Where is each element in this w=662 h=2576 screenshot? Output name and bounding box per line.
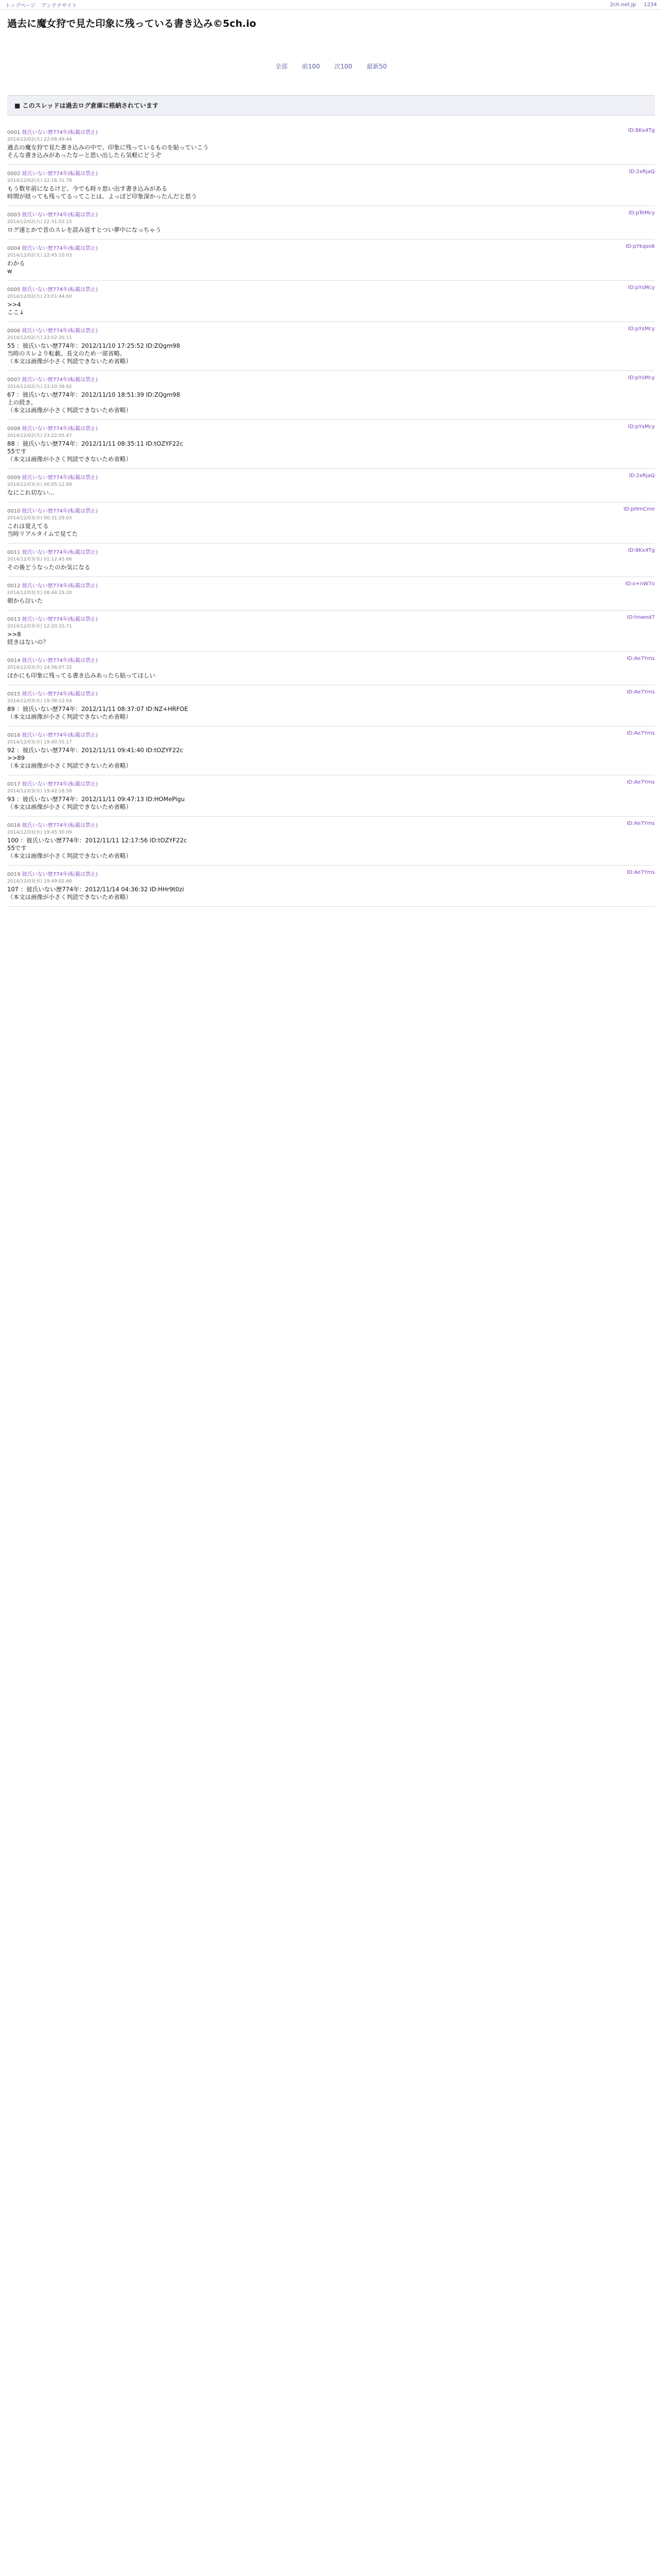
- post-author: 彼氏いない歴774年(転載は禁止): [22, 733, 98, 738]
- post: [7, 866, 655, 907]
- post: [7, 726, 655, 775]
- post-number[interactable]: 0014: [7, 658, 21, 664]
- post-body: ログ速とかで昔のスレを読み返すとつい夢中になっちゃう: [7, 226, 161, 233]
- post-id[interactable]: ID:pHmCme: [623, 506, 655, 512]
- post-author: 彼氏いない歴774年(転載は禁止): [22, 475, 98, 481]
- home-link[interactable]: トップページ: [5, 3, 36, 9]
- post-number[interactable]: 0019: [7, 872, 21, 877]
- post-header: [7, 731, 655, 738]
- post-number[interactable]: 0018: [7, 823, 21, 828]
- post-header: [7, 779, 655, 787]
- post-body: これは覚えてる 当時リアルタイムで見てた: [7, 522, 78, 537]
- post-id[interactable]: ID:Ae7Yms: [626, 821, 655, 826]
- post-id[interactable]: ID:pYkqso6: [625, 244, 655, 249]
- post-header: [7, 128, 655, 135]
- post-timestamp: 2014/12/03(水) 19:38:12.04: [7, 699, 72, 704]
- post: [7, 420, 655, 469]
- post-id[interactable]: ID:2xRjaQ: [628, 169, 655, 175]
- post: [7, 652, 655, 685]
- post: [7, 281, 655, 322]
- post: [7, 240, 655, 281]
- post-number[interactable]: 0002: [7, 171, 21, 177]
- post: [7, 502, 655, 544]
- post-author: 彼氏いない歴774年(転載は禁止): [22, 782, 98, 787]
- post-number[interactable]: 0001: [7, 130, 21, 135]
- post-author: 彼氏いない歴774年(転載は禁止): [22, 130, 98, 135]
- archive-notice: ■ このスレッドは過去ログ倉庫に格納されています: [7, 95, 655, 115]
- post-body: 過去の魔女狩で見た書き込みの中で、印象に残っているものを貼っていこう そんな書き込みがあったなーと思い出したら気軽にどうぞ: [7, 144, 209, 159]
- post-header: [7, 326, 655, 334]
- thread-title: 過去に魔女狩で見た印象に残っている書き込み©5ch.io: [7, 18, 256, 29]
- post-id[interactable]: ID:Ae7Yms: [626, 779, 655, 785]
- post-body: 67 ：彼氏いない歴774年：2012/11/10 18:51:39 ID:ZQgm98 上の続き。 （本文は画像が小さく判読できないため省略）: [7, 391, 180, 414]
- post-body: 107 ：彼氏いない歴774年：2012/11/14 04:36:32 ID:HHr9t0zi （本文は画像が小さく判読できないため省略）: [7, 886, 184, 901]
- nav-latest50[interactable]: 最新50: [367, 63, 387, 70]
- post-number[interactable]: 0004: [7, 246, 21, 251]
- post-timestamp: 2014/12/02(火) 23:10:38.92: [7, 384, 72, 389]
- post-number[interactable]: 0017: [7, 782, 21, 787]
- post-timestamp: 2014/12/03(水) 19:40:55.17: [7, 740, 72, 745]
- post-header: [7, 656, 655, 664]
- post-number[interactable]: 0006: [7, 328, 21, 334]
- post-body: >>4 ここ↓: [7, 301, 24, 316]
- post-header: [7, 548, 655, 555]
- post-author: 彼氏いない歴774年(転載は禁止): [22, 658, 98, 664]
- post-header: [7, 615, 655, 622]
- post-header: [7, 870, 655, 877]
- post-number[interactable]: 0003: [7, 212, 21, 218]
- post-list: [0, 124, 662, 907]
- post-header: [7, 424, 655, 432]
- post-body: 92 ：彼氏いない歴774年：2012/11/11 09:41:40 ID:tOZYF22c >>89 （本文は画像が小さく判読できないため省略）: [7, 747, 184, 769]
- post: [7, 371, 655, 420]
- post-timestamp: 2014/12/03(水) 19:49:02.66: [7, 879, 72, 884]
- post-timestamp: 2014/12/03(水) 14:56:07.32: [7, 665, 72, 670]
- post-author: 彼氏いない歴774年(転載は禁止): [22, 509, 98, 514]
- post-header: [7, 169, 655, 177]
- post-body: 100 ：彼氏いない歴774年：2012/11/11 12:17:56 ID:tOZYF22c 55です （本文は画像が小さく判読できないため省略）: [7, 837, 187, 859]
- post-number[interactable]: 0010: [7, 509, 21, 514]
- post-body: わかる w: [7, 260, 25, 275]
- post-author: 彼氏いない歴774年(転載は禁止): [22, 212, 98, 218]
- post-header: [7, 506, 655, 514]
- post-timestamp: 2014/12/03(水) 19:42:18.58: [7, 789, 72, 794]
- thread-nav: [0, 62, 662, 71]
- post: [7, 685, 655, 726]
- post-header: [7, 821, 655, 828]
- post: [7, 544, 655, 577]
- post-body: 93 ：彼氏いない歴774年：2012/11/11 09:47:13 ID:HOMePigu （本文は画像が小さく判読できないため省略）: [7, 795, 185, 810]
- post-number[interactable]: 0013: [7, 617, 21, 622]
- post-id[interactable]: ID:Ae7Yms: [626, 656, 655, 662]
- post-id[interactable]: ID:Ae7Yms: [626, 689, 655, 695]
- nav-prev100[interactable]: 前100: [302, 63, 320, 70]
- post-author: 彼氏いない歴774年(転載は禁止): [22, 426, 98, 432]
- post-author: 彼氏いない歴774年(転載は禁止): [22, 550, 98, 555]
- post-number[interactable]: 0008: [7, 426, 21, 432]
- nav-all[interactable]: 全部: [275, 63, 288, 70]
- post-number[interactable]: 0016: [7, 733, 21, 738]
- post-id[interactable]: ID:2xRjaQ: [628, 473, 655, 479]
- post-id[interactable]: ID:pTeMcy: [628, 210, 655, 216]
- post-author: 彼氏いない歴774年(転載は禁止): [22, 617, 98, 622]
- post: [7, 322, 655, 371]
- post-author: 彼氏いない歴774年(転載は禁止): [22, 246, 98, 251]
- post-timestamp: 2014/12/02(火) 23:02:20.11: [7, 335, 72, 341]
- post-body: 55 ：彼氏いない歴774年：2012/11/10 17:25:52 ID:ZQgm98 当時のスレより転載。長文のため一部省略。 （本文は画像が小さく判読できないため省略）: [7, 342, 180, 365]
- post-number[interactable]: 0009: [7, 475, 21, 481]
- post: [7, 165, 655, 206]
- post-body: なにこれ切ない…: [7, 489, 55, 496]
- post-timestamp: 2014/12/03(水) 00:05:12.88: [7, 482, 72, 487]
- post-author: 彼氏いない歴774年(転載は禁止): [22, 328, 98, 334]
- antenna-link[interactable]: アンテナサイト: [41, 3, 77, 9]
- post-timestamp: 2014/12/02(火) 22:16:31.78: [7, 178, 72, 183]
- post: [7, 611, 655, 652]
- post-author: 彼氏いない歴774年(転載は禁止): [22, 823, 98, 828]
- post-author: 彼氏いない歴774年(転載は禁止): [22, 583, 98, 589]
- post-author: 彼氏いない歴774年(転載は禁止): [22, 872, 98, 877]
- post-timestamp: 2014/12/03(水) 01:12:45.66: [7, 557, 72, 562]
- post-timestamp: 2014/12/03(水) 19:45:30.09: [7, 830, 72, 835]
- post-id[interactable]: ID:pYsMcy: [628, 285, 655, 291]
- post-id[interactable]: ID:Ae7Yms: [626, 731, 655, 736]
- post-body: >>8 続きはないの？: [7, 631, 49, 646]
- post: [7, 817, 655, 866]
- post-id[interactable]: ID:Ae7Yms: [626, 870, 655, 875]
- post-timestamp: 2014/12/03(水) 08:44:19.20: [7, 590, 72, 596]
- post-author: 彼氏いない歴774年(転載は禁止): [22, 171, 98, 177]
- post-timestamp: 2014/12/02(火) 22:45:10.03: [7, 253, 72, 258]
- post: [7, 206, 655, 240]
- post-timestamp: 2014/12/02(火) 22:31:02.15: [7, 219, 72, 225]
- site-link[interactable]: 2ch.net.jp: [610, 2, 636, 8]
- post: [7, 469, 655, 502]
- post-id[interactable]: ID:8Kx4Tg: [628, 128, 655, 133]
- post-timestamp: 2014/12/02(火) 23:01:44.60: [7, 294, 72, 299]
- post-number[interactable]: 0015: [7, 691, 21, 697]
- post-author: 彼氏いない歴774年(転載は禁止): [22, 691, 98, 697]
- post-number[interactable]: 0007: [7, 377, 21, 383]
- post-id[interactable]: ID:o+nW7o: [625, 581, 655, 587]
- post-number[interactable]: 0005: [7, 287, 21, 293]
- nav-next100[interactable]: 次100: [334, 63, 353, 70]
- post: [7, 775, 655, 817]
- post-body: 朝から泣いた: [7, 597, 43, 604]
- post-author: 彼氏いない歴774年(転載は禁止): [22, 287, 98, 293]
- post-header: [7, 581, 655, 589]
- post-number[interactable]: 0011: [7, 550, 21, 555]
- post-header: [7, 689, 655, 697]
- post-timestamp: 2014/12/03(水) 12:20:33.71: [7, 624, 72, 629]
- post: [7, 124, 655, 165]
- post-timestamp: 2014/12/02(火) 23:22:05.47: [7, 433, 72, 438]
- post-id[interactable]: ID:pYsMcy: [628, 424, 655, 430]
- post-body: もう数年前になるけど、今でも時々思い出す書き込みがある 時間が経っても残ってるってことは、よっぽど印象深かったんだと思う: [7, 185, 197, 200]
- top-nav: [0, 0, 662, 10]
- post-body: 88 ：彼氏いない歴774年：2012/11/11 08:35:11 ID:tOZYF22c 55です （本文は画像が小さく判読できないため省略）: [7, 440, 184, 463]
- post-timestamp: 2014/12/03(水) 00:31:29.03: [7, 516, 72, 521]
- post-number[interactable]: 0012: [7, 583, 21, 589]
- post-author: 彼氏いない歴774年(転載は禁止): [22, 377, 98, 383]
- post: [7, 577, 655, 611]
- post-id[interactable]: ID:pYsMcy: [628, 375, 655, 381]
- post-body: その後どうなったのか気になる: [7, 564, 90, 571]
- post-body: 89 ：彼氏いない歴774年：2012/11/11 08:37:07 ID:NZ+HRFOE （本文は画像が小さく判読できないため省略）: [7, 705, 188, 720]
- post-header: [7, 375, 655, 383]
- post-header: [7, 285, 655, 293]
- post-timestamp: 2014/12/02(火) 22:08:49.44: [7, 137, 72, 142]
- count-link[interactable]: 1234: [643, 2, 657, 8]
- post-header: [7, 244, 655, 251]
- post-header: [7, 210, 655, 218]
- post-id[interactable]: ID:hnwed7: [627, 615, 655, 620]
- post-id[interactable]: ID:pYsMcy: [628, 326, 655, 332]
- post-id[interactable]: ID:8Kx4Tg: [628, 548, 655, 553]
- post-header: [7, 473, 655, 481]
- post-body: ほかにも印象に残ってる書き込みあったら貼ってほしい: [7, 672, 156, 679]
